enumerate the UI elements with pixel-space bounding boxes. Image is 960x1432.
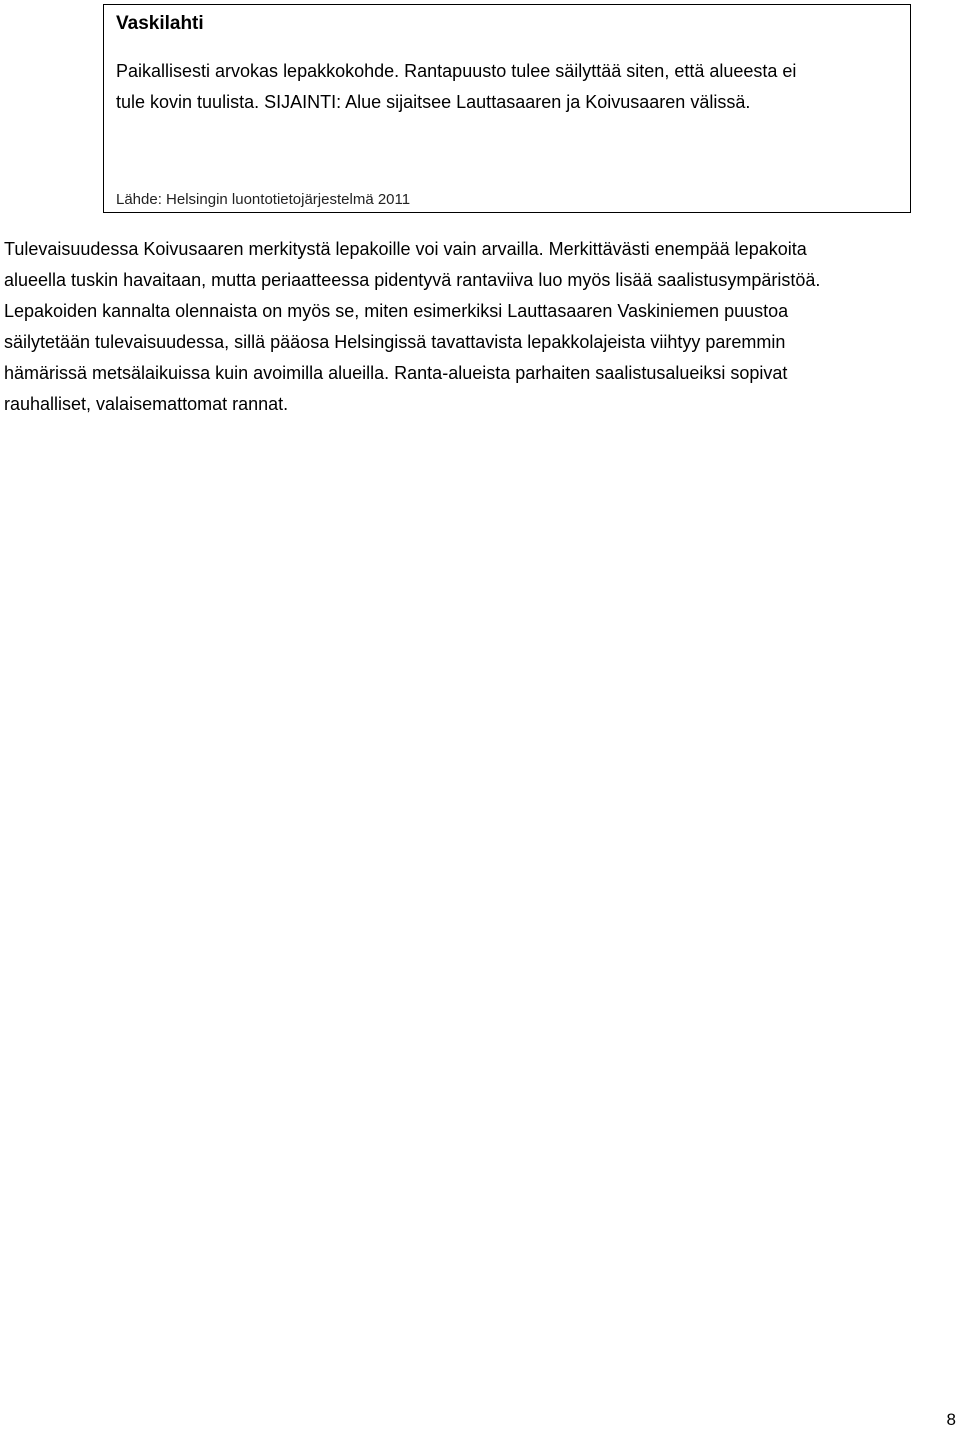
body-paragraph <box>4 234 944 420</box>
page-number: 8 <box>946 1410 956 1429</box>
body-line: alueella tuskin havaitaan, mutta periaatteessa pidentyvä rantaviiva luo myös lisää saalistusympäristöä. <box>4 270 821 290</box>
box-description <box>116 56 896 118</box>
body-line: hämärissä metsälaikuissa kuin avoimilla alueilla. Ranta-alueista parhaiten saalistusalueiksi sopivat <box>4 363 788 383</box>
box-title: Vaskilahti <box>116 13 204 34</box>
box-source: Lähde: Helsingin luontotietojärjestelmä 2011 <box>116 191 411 208</box>
info-box <box>103 4 911 213</box>
body-line: rauhalliset, valaisemattomat rannat. <box>4 394 289 414</box>
box-description-line: tule kovin tuulista. SIJAINTI: Alue sijaitsee Lauttasaaren ja Koivusaaren välissä. <box>116 92 751 112</box>
body-line: Lepakoiden kannalta olennaista on myös se, miten esimerkiksi Lauttasaaren Vaskiniemen puustoa <box>4 301 789 321</box>
body-line: säilytetään tulevaisuudessa, sillä pääosa Helsingissä tavattavista lepakkolajeista viihtyy paremmin <box>4 332 786 352</box>
box-description-line: Paikallisesti arvokas lepakkokohde. Rantapuusto tulee säilyttää siten, että alueesta ei <box>116 61 797 81</box>
body-line: Tulevaisuudessa Koivusaaren merkitystä lepakoille voi vain arvailla. Merkittävästi enempää lepakoita <box>4 239 807 259</box>
